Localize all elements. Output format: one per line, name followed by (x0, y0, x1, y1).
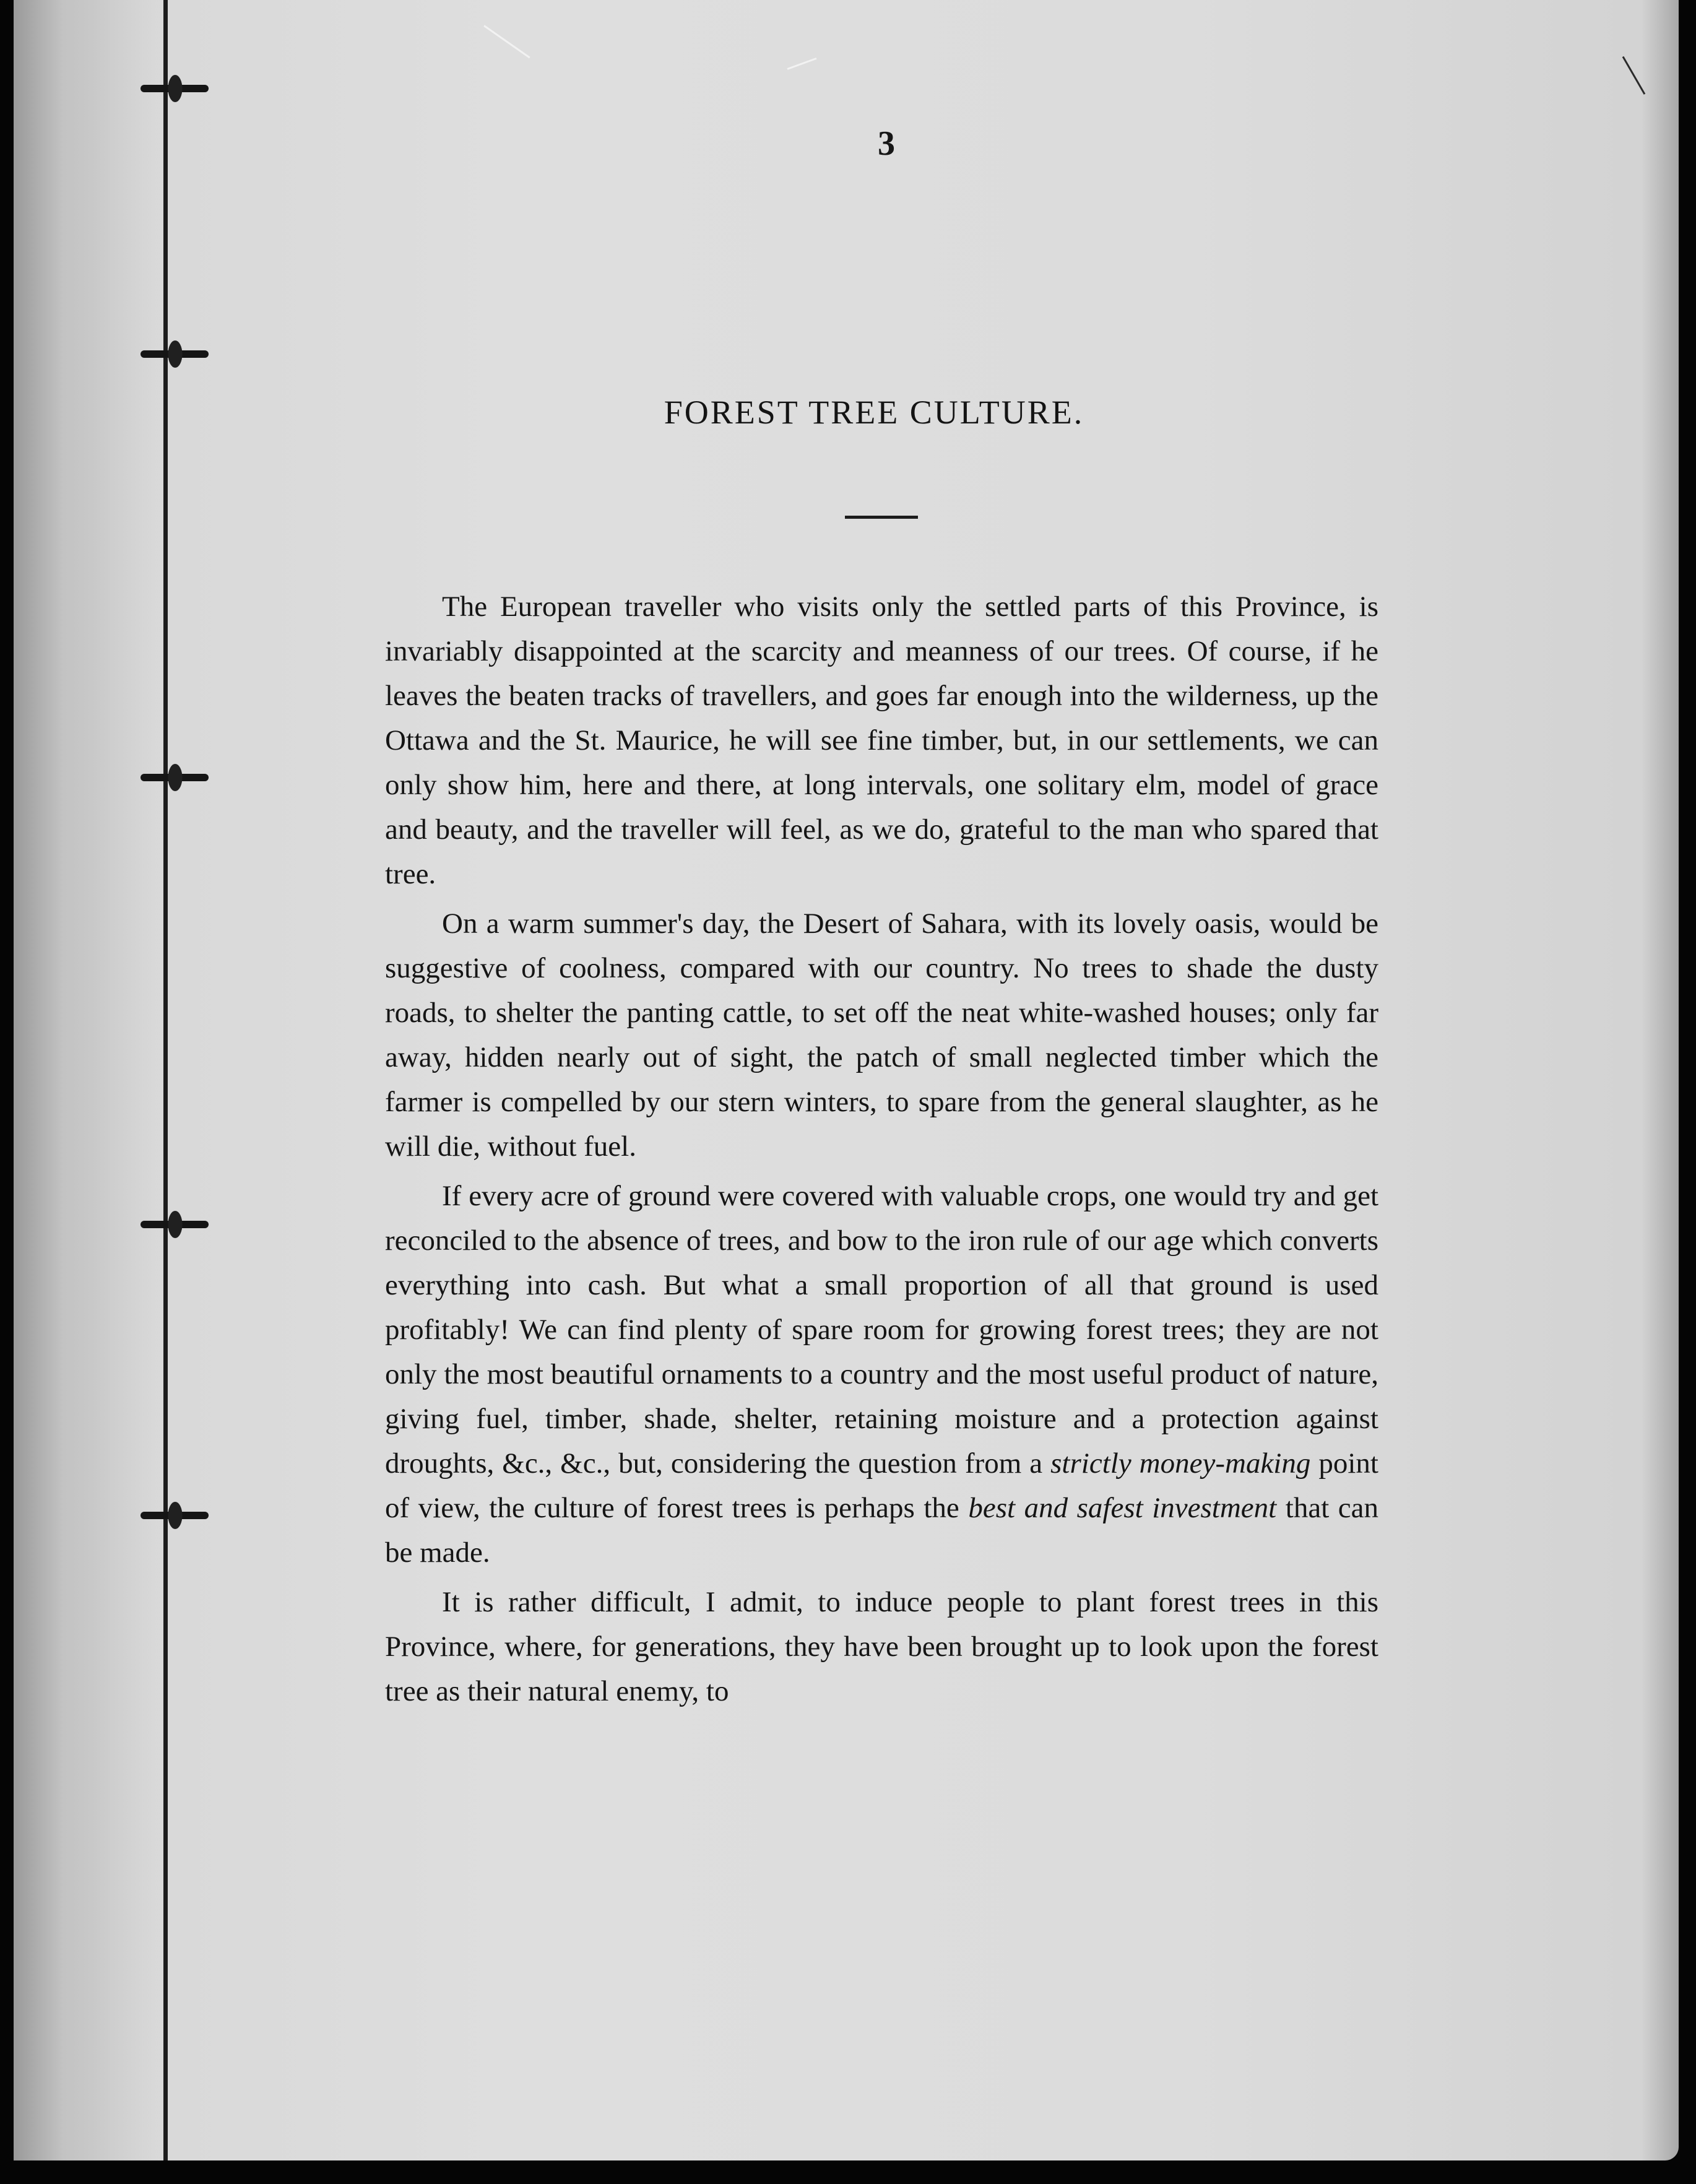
scan-scratch (483, 25, 530, 58)
document-page (14, 0, 1679, 2160)
binding-stitch (141, 774, 209, 781)
emphasis-text: best and safest investment (968, 1492, 1277, 1524)
title-rule (845, 516, 918, 519)
scan-scratch (787, 58, 816, 70)
binding-thread (163, 0, 168, 2160)
binding-stitch (141, 85, 209, 92)
paragraph (385, 1174, 1378, 1575)
paragraph: On a warm summer's day, the Desert of Sahara, with its lovely oasis, would be suggestive of coolness, compared with our country. No trees to shade the dusty roads, to shelter the panting cattle, to set off the neat white-washed houses; only far away, hidden nearly out of sight, the patch of small neglected timber which the farmer is compelled by our stern winters, to spare from the general slaughter, as he will die, without fuel. (385, 908, 1378, 1163)
binding-stitch (141, 1512, 209, 1519)
paragraph: It is rather difficult, I admit, to induce people to plant forest trees in this Province, where, for generations, they have been brought up to look upon the forest tree as their natural enemy, to (385, 1586, 1378, 1707)
article-body (385, 584, 1378, 1718)
page-edge-shadow (1642, 0, 1679, 2160)
binding-stitch (141, 350, 209, 358)
paragraph-text: If every acre of ground were covered with valuable crops, one would try and get reconciled to the absence of trees, and bow to the iron rule of our age which converts everything into cash. But what a small proportion of all that ground is used profitably! We can find plenty of spare room for growing forest trees; they are not only the most beautiful ornaments to a country and the most useful product of nature, giving fuel, timber, shade, shelter, retaining moisture and a protection against droughts, &c., &c., but, considering the question from a (385, 1180, 1378, 1480)
binding-stitch (141, 1221, 209, 1228)
paragraph: The European traveller who visits only the settled parts of this Province, is invariably disappointed at the scarcity and meanness of our trees. Of course, if he leaves the beaten tracks of travellers, and goes far enough into the wilderness, up the Ottawa and the St. Maurice, he will see fine timber, but, in our settlements, we can only show him, here and there, at long intervals, one solitary elm, model of grace and beauty, and the traveller will feel, as we do, grateful to the man who spared that tree. (385, 591, 1378, 890)
spine-shadow (14, 0, 156, 2160)
page-number: 3 (878, 124, 895, 163)
page-title: FOREST TREE CULTURE. (664, 394, 1084, 431)
paragraph-text: that can be made. (385, 1492, 1379, 1569)
emphasis-text: strictly money-making (1050, 1447, 1311, 1480)
paragraph-text: point of view, the culture of forest trees is perhaps the (385, 1447, 1378, 1524)
